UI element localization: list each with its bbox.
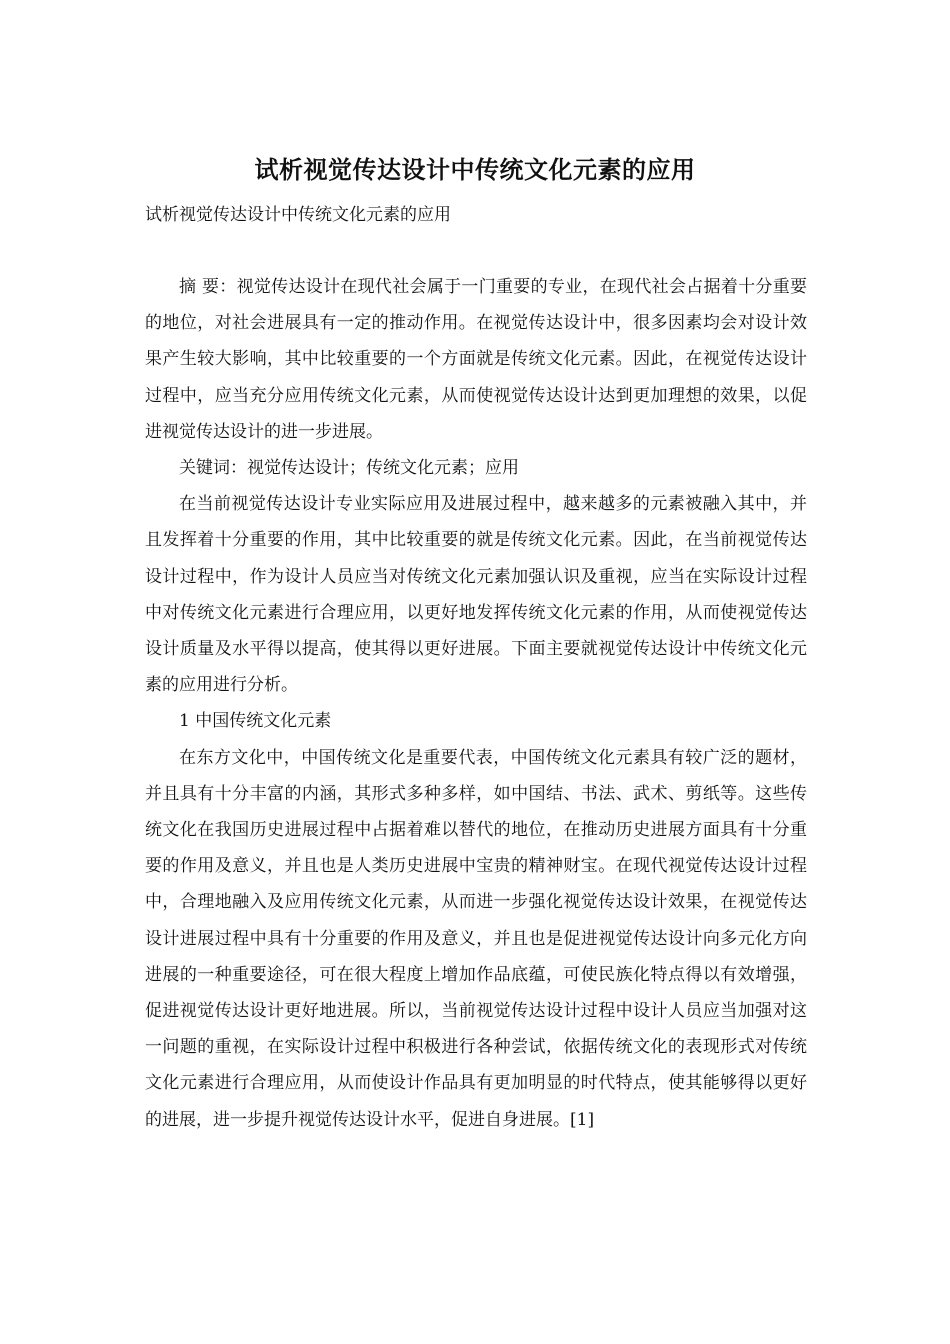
document-title: 试析视觉传达设计中传统文化元素的应用 — [254, 155, 696, 184]
abstract-paragraph: 摘 要：视觉传达设计在现代社会属于一门重要的专业，在现代社会占据着十分重要的地位，对社会进展具有一定的推动作用。在视觉传达设计中，很多因素均会对设计效果产生较大影响，其中比较重要的一个方面就是传统文化元素。因此，在视觉传达设计过程中，应当充分应用传统文化元素，从而使视觉传达设计达到更加理想的效果，以促进视觉传达设计的进一步进展。 — [145, 277, 807, 442]
document-body — [145, 269, 807, 1138]
intro-paragraph: 在当前视觉传达设计专业实际应用及进展过程中，越来越多的元素被融入其中，并且发挥着十分重要的作用，其中比较重要的就是传统文化元素。因此，在当前视觉传达设计过程中，作为设计人员应当对传统文化元素加强认识及重视，应当在实际设计过程中对传统文化元素进行合理应用，以更好地发挥传统文化元素的作用，从而使视觉传达设计质量及水平得以提高，使其得以更好进展。下面主要就视觉传达设计中传统文化元素的应用进行分析。 — [145, 494, 807, 696]
keywords-paragraph: 关键词：视觉传达设计；传统文化元素；应用 — [179, 458, 519, 479]
document-subtitle: 试析视觉传达设计中传统文化元素的应用 — [145, 205, 451, 225]
section-heading: 1 中国传统文化元素 — [179, 711, 332, 732]
section-paragraph: 在东方文化中，中国传统文化是重要代表，中国传统文化元素具有较广泛的题材，并且具有十分丰富的内涵，其形式多种多样，如中国结、书法、武术、剪纸等。这些传统文化在我国历史进展过程中占据着难以替代的地位，在推动历史进展方面具有十分重要的作用及意义，并且也是人类历史进展中宝贵的精神财宝。在现代视觉传达设计过程中，合理地融入及应用传统文化元素，从而进一步强化视觉传达设计效果，在视觉传达设计进展过程中具有十分重要的作用及意义，并且也是促进视觉传达设计向多元化方向进展的一种重要途径，可在很大程度上增加作品底蕴，可使民族化特点得以有效增强，促进视觉传达设计更好地进展。所以，当前视觉传达设计过程中设计人员应当加强对这一问题的重视，在实际设计过程中积极进行各种尝试，依据传统文化的表现形式对传统文化元素进行合理应用，从而使设计作品具有更加明显的时代特点，使其能够得以更好的进展，进一步提升视觉传达设计水平，促进自身进展。[1] — [145, 747, 807, 1130]
